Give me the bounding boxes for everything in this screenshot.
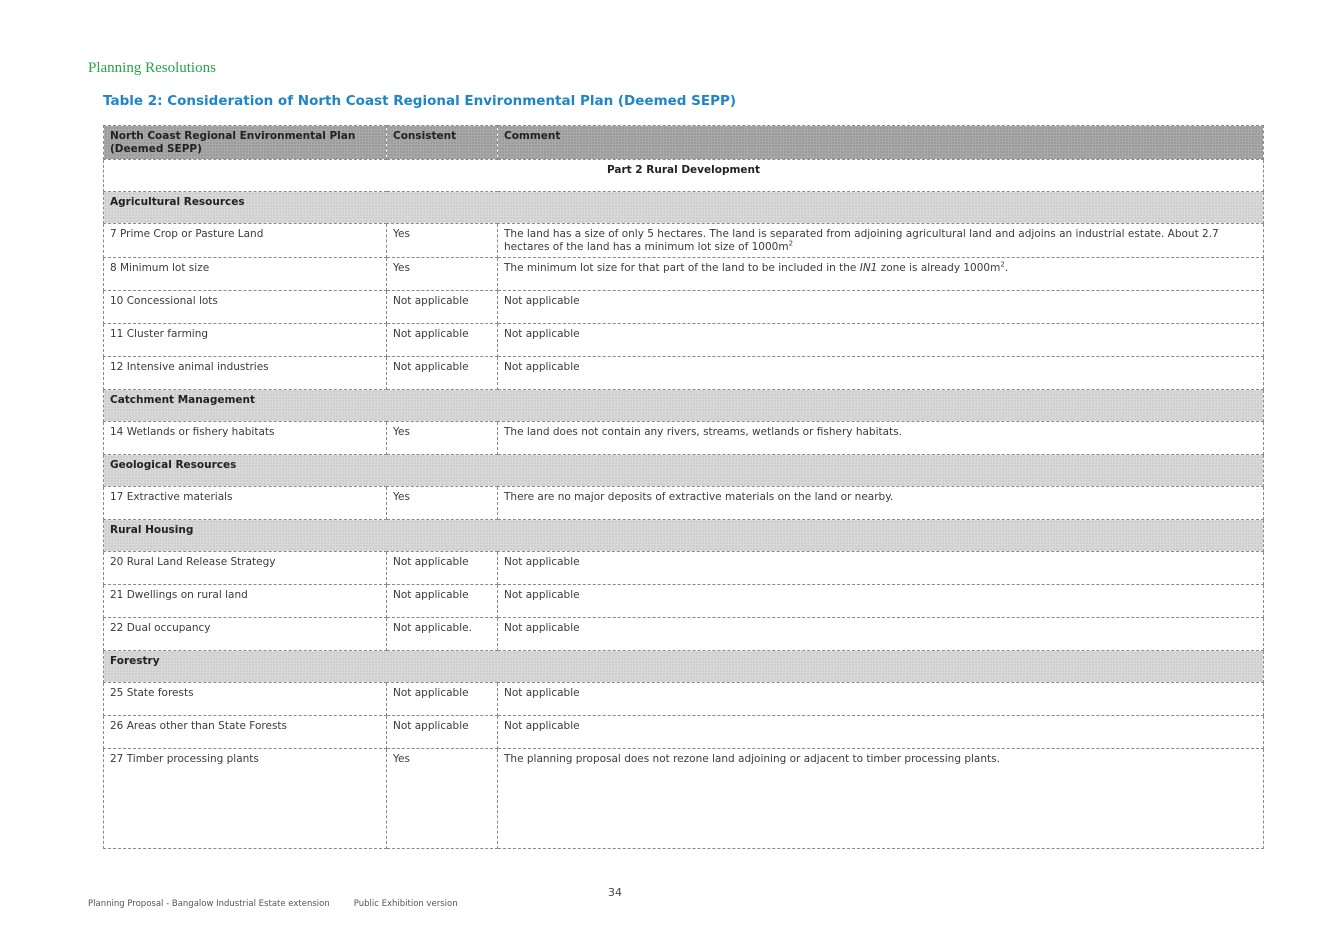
zone-code: IN1 [859,262,878,274]
clause-cell: 7 Prime Crop or Pasture Land [104,224,387,258]
consistent-cell: Not applicable [387,716,498,749]
table-row [104,487,1264,520]
footer-version: Public Exhibition version [353,899,458,909]
comment-cell: Not applicable [498,291,1264,324]
comment-cell: The land does not contain any rivers, streams, wetlands or fishery habitats. [498,422,1264,455]
comment-text: zone is already 1000m [877,262,1001,274]
comment-text: The minimum lot size for that part of the land to be included in the [504,262,860,274]
section-heading: Rural Housing [104,520,1264,552]
consistent-cell: Not applicable [387,357,498,390]
table-row [104,683,1264,716]
footer-document-title: Planning Proposal - Bangalow Industrial Estate extension [88,899,330,909]
table-row [104,716,1264,749]
page-number: 34 [608,886,622,899]
section-heading: Forestry [104,651,1264,683]
table-row [104,258,1264,291]
table-row [104,618,1264,651]
consistent-cell: Not applicable [387,291,498,324]
clause-cell: 21 Dwellings on rural land [104,585,387,618]
consistent-cell: Not applicable [387,552,498,585]
column-header-comment: Comment [498,126,1264,160]
table-row [104,291,1264,324]
table-header-row [104,126,1264,160]
section-row [104,520,1264,552]
comment-cell: There are no major deposits of extractive materials on the land or nearby. [498,487,1264,520]
consistent-cell: Not applicable. [387,618,498,651]
running-header: Planning Resolutions [88,60,216,76]
clause-cell: 8 Minimum lot size [104,258,387,291]
section-heading: Catchment Management [104,390,1264,422]
table-row [104,749,1264,849]
clause-cell: 12 Intensive animal industries [104,357,387,390]
comment-cell: Not applicable [498,716,1264,749]
clause-cell: 22 Dual occupancy [104,618,387,651]
table-row [104,422,1264,455]
clause-cell: 10 Concessional lots [104,291,387,324]
superscript: 2 [788,239,794,248]
column-header-plan: North Coast Regional Environmental Plan (Deemed SEPP) [104,126,387,160]
clause-cell: 11 Cluster farming [104,324,387,357]
comment-cell: Not applicable [498,618,1264,651]
section-row [104,192,1264,224]
section-heading: Agricultural Resources [104,192,1264,224]
page-footer [88,899,458,909]
comment-text: The land has a size of only 5 hectares. The land is separated from adjoining agricultural land and adjoins an industrial estate. About 2.7 hectares of the land has a minimum lot size of 1000m [504,228,1219,253]
superscript: 2 [1000,260,1005,269]
clause-cell: 27 Timber processing plants [104,749,387,849]
table-row [104,552,1264,585]
comment-cell: Not applicable [498,683,1264,716]
comment-cell: The planning proposal does not rezone land adjoining or adjacent to timber processing plants. [498,749,1264,849]
comment-cell: Not applicable [498,585,1264,618]
consistent-cell: Yes [387,224,498,258]
clause-cell: 20 Rural Land Release Strategy [104,552,387,585]
clause-cell: 14 Wetlands or fishery habitats [104,422,387,455]
consistent-cell: Yes [387,487,498,520]
table-row [104,357,1264,390]
part-heading-row [104,160,1264,192]
comment-cell: Not applicable [498,324,1264,357]
column-header-consistent: Consistent [387,126,498,160]
comment-cell [498,258,1264,291]
consistent-cell: Not applicable [387,585,498,618]
table-row [104,224,1264,258]
clause-cell: 25 State forests [104,683,387,716]
consistent-cell: Not applicable [387,683,498,716]
table-title: Table 2: Consideration of North Coast Regional Environmental Plan (Deemed SEPP) [103,93,737,109]
comment-cell [498,224,1264,258]
clause-cell: 17 Extractive materials [104,487,387,520]
section-heading: Geological Resources [104,455,1264,487]
section-row [104,651,1264,683]
consistent-cell: Not applicable [387,324,498,357]
table-row [104,324,1264,357]
comment-cell: Not applicable [498,552,1264,585]
section-row [104,390,1264,422]
part-heading: Part 2 Rural Development [104,160,1264,192]
consistent-cell: Yes [387,422,498,455]
sepp-consideration-table [103,125,1264,849]
comment-cell: Not applicable [498,357,1264,390]
consistent-cell: Yes [387,749,498,849]
comment-text: . [1004,262,1009,274]
clause-cell: 26 Areas other than State Forests [104,716,387,749]
consistent-cell: Yes [387,258,498,291]
section-row [104,455,1264,487]
table-row [104,585,1264,618]
